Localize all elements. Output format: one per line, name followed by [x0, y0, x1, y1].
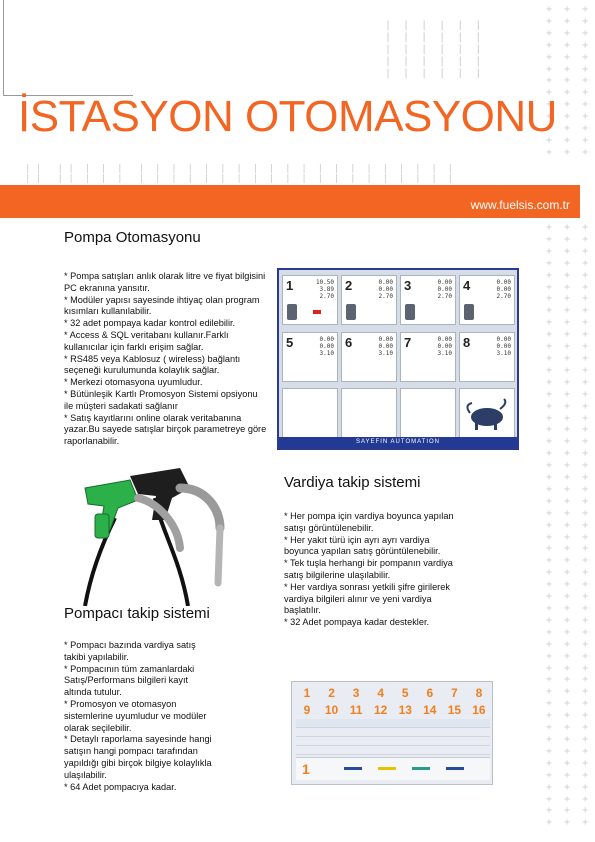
pompa-bullets: [64, 271, 268, 448]
decorative-pattern: | | | | | | | | | | | | | | | | | | | | | | | | | | |: [25, 164, 454, 174]
bull-logo-icon: [460, 389, 514, 437]
pump-cell: [459, 332, 515, 382]
decorative-pattern: + + + + + + + + + + + + + + + + + + + + + + + + + + + + + + + + + + + + + + + + + + + + + + + + + + + + + + + + + + + + + + + + + + + + + + + + + + + + + + + + + + + + + + + + + + + + + + + + + + + + + + + + + + + + + + + + + + + + + + + + + + + + + + + + + + + + + + + + + + + + + + + + + + + + + + + + +: [546, 222, 589, 829]
list-item: * Bütünleşik Kartlı Promosyon Sistemi opsiyonu ile müşteri sadakati sağlanır: [64, 388, 261, 411]
pump-number: 3: [404, 278, 412, 293]
list-item: * Detaylı raporlama sayesinde hangi satışın hangi pompacı tarafından yapıldığı gibi birçok bilgiye kolaylıkla ulaşılabilir.: [64, 734, 215, 780]
empty-cell: [341, 388, 397, 438]
page-title: İSTASYON OTOMASYONU: [18, 92, 557, 141]
list-item: * Modüler yapısı sayesinde ihtiyaç olan program kısımları kullanılabilir.: [64, 294, 263, 317]
list-item: * Her yakıt türü için ayrı ayrı vardiya boyunca yapılan satış görüntülenebilir.: [284, 534, 441, 557]
list-item: * Pompacının tüm zamanlardaki Satış/Performans bilgileri kayıt altında tutulur.: [64, 663, 197, 698]
fuel-pump-icon: [405, 304, 415, 320]
screen-footer: SAYEFIN AUTOMATION: [279, 437, 517, 448]
decorative-pattern: | | | | | | | | | | | | | | | | | | | | | | | | | | | | | |: [385, 20, 482, 79]
pump-automation-screenshot: [277, 268, 519, 450]
header-bar: [0, 185, 580, 218]
pump-number: 4: [463, 278, 471, 293]
vardiya-bullets: [284, 511, 464, 629]
pump-values: 10.50 3.89 2.70: [315, 279, 334, 300]
pump-number-row: 1 2 3 4 5 6 7 8: [303, 686, 483, 700]
pump-number: 1: [286, 278, 294, 293]
pump-values: 0.00 0.00 2.70: [496, 279, 511, 300]
section-title-pompaci: Pompacı takip sistemi: [64, 605, 210, 622]
list-item: * Access & SQL veritabanı kullanır.Farklı kullanıcılar için farklı erişim sağlar.: [64, 329, 232, 352]
pump-cell: [282, 332, 338, 382]
decorative-line: [3, 0, 4, 95]
section-title-vardiya: Vardiya takip sistemi: [284, 474, 421, 491]
pump-values: 0.00 0.00 3.10: [496, 336, 511, 357]
shift-tracking-screenshot: [291, 681, 493, 785]
pump-cell: [341, 275, 397, 325]
pump-number: 8: [463, 335, 471, 350]
pump-number-row: 9 10 11 12 13 14 15 16: [303, 703, 486, 717]
fuel-type-indicator: [446, 767, 464, 770]
fuel-pump-icon: [346, 304, 356, 320]
list-item: * Her vardiya sonrası yetkili şifre girilerek vardiya bilgileri alınır ve yeni vardiya başlatılır.: [284, 581, 453, 616]
list-item: * Pompa satışları anlık olarak litre ve fiyat bilgisini PC ekranına yansıtır.: [64, 271, 268, 293]
fuel-pump-icon: [287, 304, 297, 320]
list-item: * RS485 veya Kablosuz ( wireless) bağlantı seçeneği kurulumunda kolaylık sağlar.: [64, 353, 243, 376]
pump-cell: [282, 275, 338, 325]
pump-cell: [341, 332, 397, 382]
list-item: * Pompacı bazında vardiya satış takibi yapılabilir.: [64, 640, 199, 662]
pompaci-bullets: [64, 640, 216, 793]
pump-cell: [400, 275, 456, 325]
section-title-pompa: Pompa Otomasyonu: [64, 229, 201, 246]
list-item: * 64 Adet pompacıya kadar.: [64, 781, 177, 792]
pump-values: 0.00 0.00 2.70: [437, 279, 452, 300]
shift-data-grid: [296, 719, 490, 759]
list-item: * Promosyon ve otomasyon sistemlerine uyumludur ve modüler olarak seçilebilir.: [64, 698, 210, 733]
pump-number: 5: [286, 335, 294, 350]
decorative-pattern: | | | | | | | | | | | | | | | | | | | | | | | | | | |: [25, 174, 454, 184]
pump-values: 0.00 0.00 3.10: [378, 336, 393, 357]
empty-cell: [400, 388, 456, 438]
status-indicator: [313, 310, 321, 314]
pump-number: 7: [404, 335, 412, 350]
list-item: * Her pompa için vardiya boyunca yapılan satışı görüntülenebilir.: [284, 511, 457, 533]
list-item: * 32 Adet pompaya kadar destekler.: [284, 617, 430, 628]
website-link[interactable]: www.fuelsis.com.tr: [470, 198, 570, 212]
fuel-nozzle-image: [60, 458, 238, 606]
fuel-type-indicator: [378, 767, 396, 770]
pump-values: 0.00 0.00 3.10: [437, 336, 452, 357]
bull-logo-cell: [459, 388, 515, 438]
pump-values: 0.00 0.00 2.70: [378, 279, 393, 300]
pump-cell: [400, 332, 456, 382]
list-item: * Satış kayıtlarını online olarak veritabanına yazar.Bu sayede satışlar birçok parametreye göre raporlanabilir.: [64, 412, 269, 447]
list-item: * Merkezi otomasyona uyumludur.: [64, 377, 203, 388]
list-item: * 32 adet pompaya kadar kontrol edilebilir.: [64, 318, 236, 329]
pump-cell: [459, 275, 515, 325]
shift-footer: [296, 757, 490, 780]
empty-cell: [282, 388, 338, 438]
fuel-type-indicator: [412, 767, 430, 770]
selected-pump-number: 1: [302, 761, 310, 777]
fuel-type-indicator: [344, 767, 362, 770]
decorative-pattern: + + + + + + + + + + + + + + + + + + + + + + + + + + + + + + + + + + + + + + +: [546, 4, 589, 158]
pump-number: 6: [345, 335, 353, 350]
fuel-pump-icon: [464, 304, 474, 320]
pump-values: 0.00 0.00 3.10: [319, 336, 334, 357]
pump-number: 2: [345, 278, 353, 293]
list-item: * Tek tuşla herhangi bir pompanın vardiya satış bilgilerine ulaşılabilir.: [284, 558, 456, 580]
